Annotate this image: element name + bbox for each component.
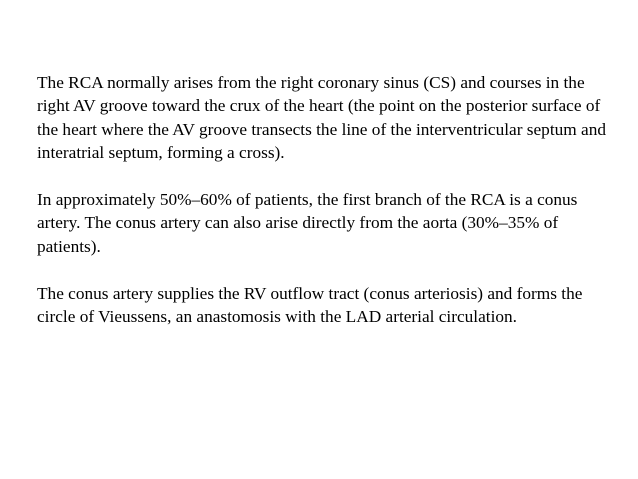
paragraph-conus-branch: In approximately 50%–60% of patients, the first branch of the RCA is a conus artery. The conus artery can also arise directly from the aorta (30%–35% of patients). bbox=[37, 190, 578, 256]
paragraph-conus-supply: The conus artery supplies the RV outflow tract (conus arteriosis) and forms the circle of Vieussens, an anastomosis with the LAD arterial circulation. bbox=[37, 283, 583, 327]
paragraph-rca-origin: The RCA normally arises from the right coronary sinus (CS) and courses in the right AV groove toward the crux of the heart (the point on the posterior surface of the heart where the AV groove transects the line of the interventricular septum and interatrial septum, forming a cross). bbox=[37, 73, 606, 163]
slide-body bbox=[37, 71, 607, 328]
